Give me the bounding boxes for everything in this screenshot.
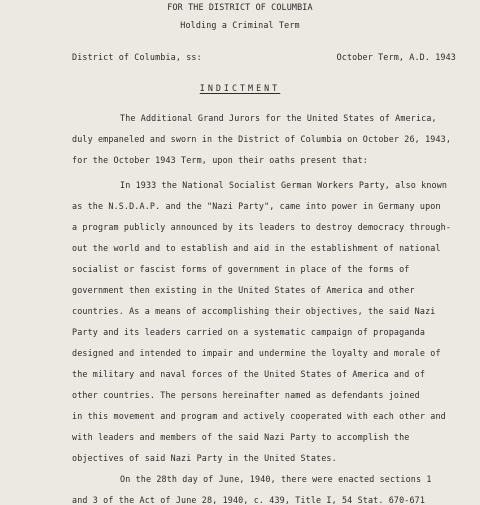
district-line: District of Columbia, ss: [72,52,202,62]
body-line: On the 28th day of June, 1940, there were enacted sections 1 [120,474,432,484]
body-line: socialist or fascist forms of government in place of the forms of [72,264,410,274]
body-line: the military and naval forces of the United States of America and of [72,369,426,379]
body-line: designed and intended to impair and undermine the loyalty and morale of [72,348,441,358]
term-date: October Term, A.D. 1943 [336,52,456,62]
document-title: INDICTMENT [199,83,281,93]
body-line: duly empaneled and sworn in the District of Columbia on October 26, 1943, [72,134,452,144]
body-line: as the N.S.D.A.P. and the "Nazi Party", came into power in Germany upon [72,201,441,211]
body-line: In 1933 the National Socialist German Workers Party, also known [120,180,448,190]
body-line: and 3 of the Act of June 28, 1940, c. 439, Title I, 54 Stat. 670-671 [72,495,426,505]
body-line: with leaders and members of the said Nazi Party to accomplish the [72,432,410,442]
court-line: FOR THE DISTRICT OF COLUMBIA [167,2,313,12]
body-line: for the October 1943 Term, upon their oaths present that: [72,155,368,165]
body-line: objectives of said Nazi Party in the United States. [72,453,337,463]
body-line: countries. As a means of accomplishing their objectives, the said Nazi [72,306,436,316]
body-line: Party and its leaders carried on a systematic campaign of propaganda [72,327,426,337]
body-line: government then existing in the United States of America and other [72,285,415,295]
body-line: out the world and to establish and aid in the establishment of national [72,243,441,253]
body-line: other countries. The persons hereinafter named as defendants joined [72,390,420,400]
term-line: Holding a Criminal Term [180,20,300,30]
body-line: in this movement and program and actively cooperated with each other and [72,411,446,421]
body-line: The Additional Grand Jurors for the United States of America, [120,113,437,123]
body-line: a program publicly announced by its leaders to destroy democracy through- [72,222,452,232]
